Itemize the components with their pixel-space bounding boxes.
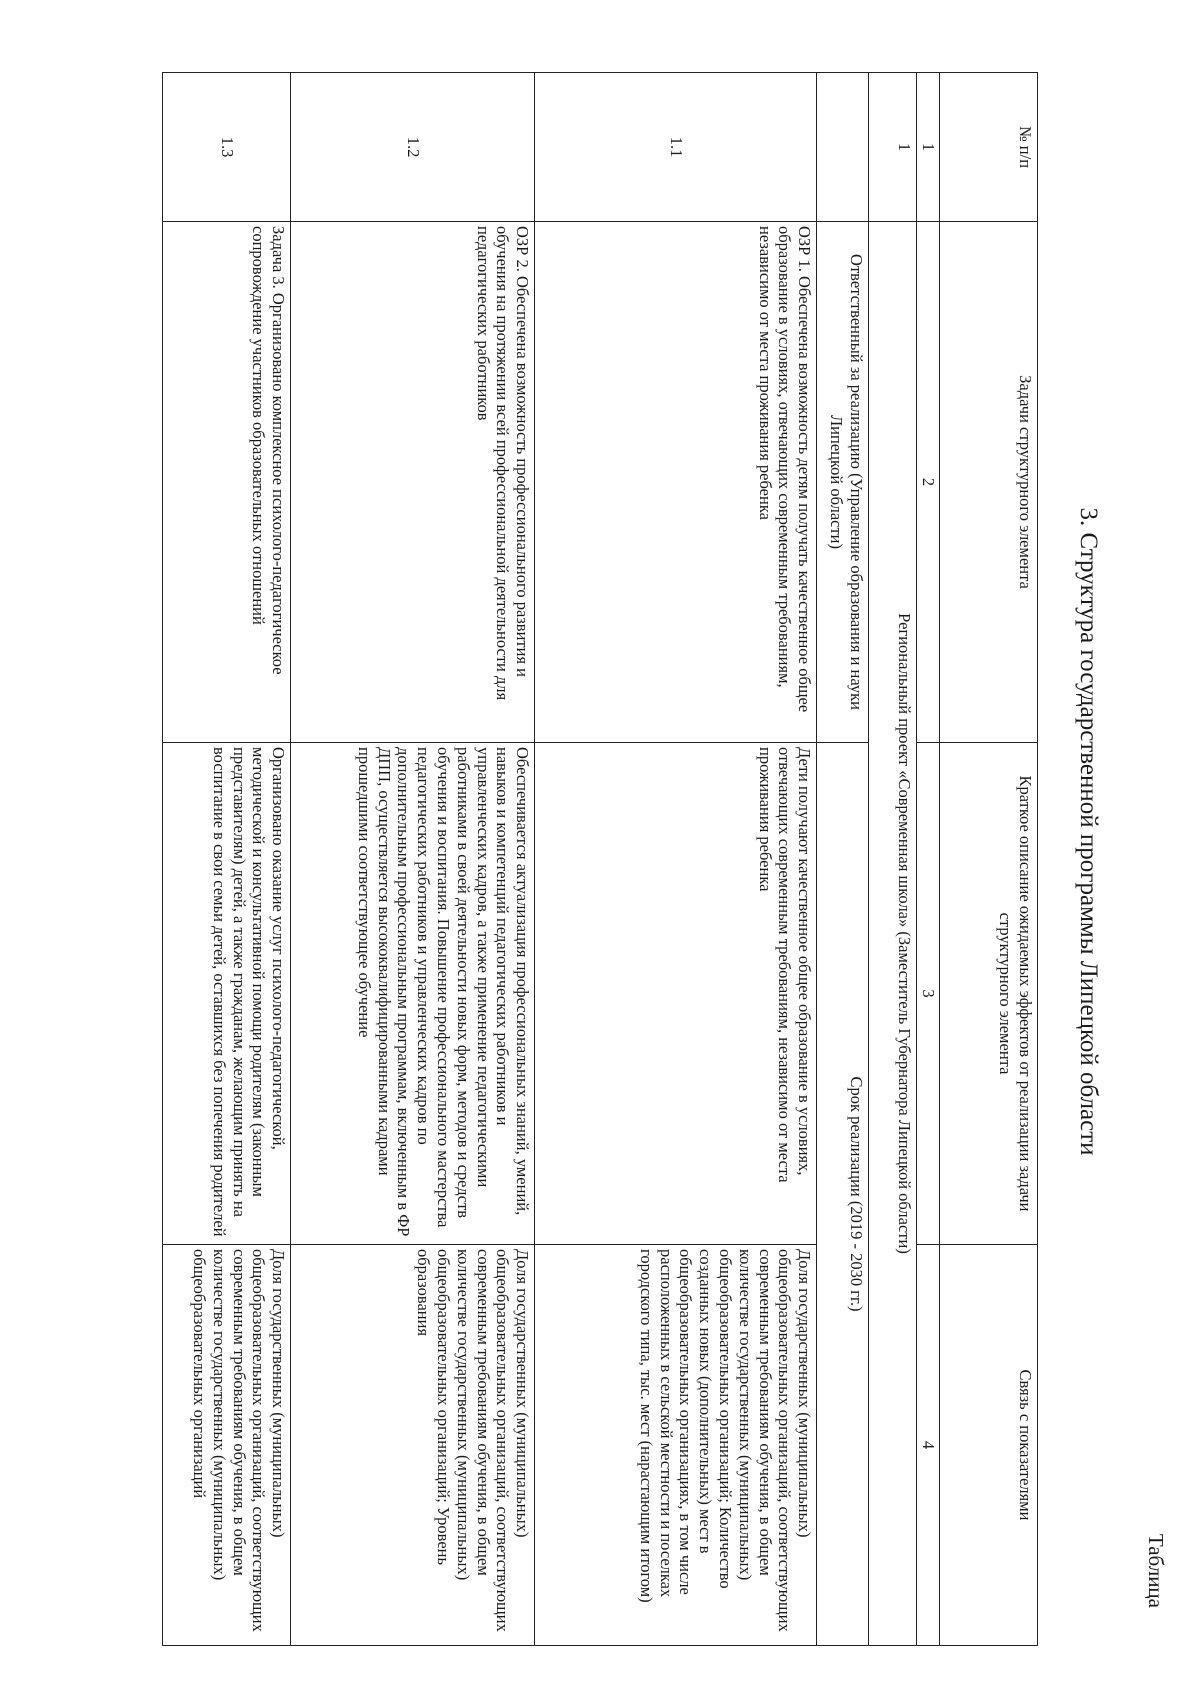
- colnum-4: 4: [917, 1245, 940, 1646]
- row-effect: Обеспечивается актуализация профессиональных знаний, умений, навыков и компетенций педагогических работников и управленческих кадров, а также применение педагогическими работниками в своей деятельности новых форм, методов и средств обучения и воспитания. Повышение профессионального мастерства педагогических работников и управленческих кадров по дополнительным профессиональным программам, включенным в ФР ДПП, осуществляется высококвалифицированными кадрами прошедшими соответствующее обучение: [291, 743, 535, 1245]
- colnum-1: 1: [917, 73, 940, 222]
- responsible-row: [817, 73, 869, 1646]
- section-row: [869, 73, 917, 1646]
- program-structure-table: [162, 72, 1038, 1646]
- row-task: ОЗР 1. Обеспечена возможность детям получать качественное общее образование в условиях, отвечающих современным требованиям, независимо от места проживания ребенка: [535, 222, 817, 743]
- row-task: ОЗР 2. Обеспечена возможность профессионального развития и обучения на протяжении всей профессиональной деятельности для педагогических работников: [291, 222, 535, 743]
- header-effects: Краткое описание ожидаемых эффектов от реализации задачи структурного элемента: [940, 743, 1038, 1245]
- column-number-row: [917, 73, 940, 1646]
- row-effect: Дети получают качественное общее образование в условиях, отвечающих современным требованиям, независимо от места проживания ребенка: [535, 743, 817, 1245]
- responsible-label: Ответственный за реализацию (Управление образования и науки Липецкой области): [817, 222, 869, 743]
- row-number: 1.3: [163, 73, 291, 222]
- row-indicators: Доля государственных (муниципальных) общеобразовательных организаций, соответствующих современным требованиям обучения, в общем количестве государственных (муниципальных) общеобразовательных организаций; Уровень образования: [291, 1245, 535, 1646]
- colnum-2: 2: [917, 222, 940, 743]
- row-number: 1.1: [535, 73, 817, 222]
- table-row: [535, 73, 817, 1646]
- header-row: [940, 73, 1038, 1646]
- header-num: № п/п: [940, 73, 1038, 222]
- row-indicators: Доля государственных (муниципальных) общеобразовательных организаций, соответствующих современным требованиям обучения, в общем количестве государственных (муниципальных) общеобразовательных организаций; Количество созданных новых (дополнительных) мест в общеобразовательных организациях, в том числе расположенных в сельской местности и поселках городского типа, тыс. мест (нарастающим итогом): [535, 1245, 817, 1646]
- section-project: Региональный проект «Современная школа» (Заместитель Губернатора Липецкой области): [869, 222, 917, 1646]
- row-effect: Организовано оказание услуг психолого-педагогической, методической и консультативной помощи родителям (законным представителям) детей, а также гражданам, желающим принять на воспитание в свои семьи детей, оставшихся без попечения родителей: [163, 743, 291, 1245]
- row-indicators: Доля государственных (муниципальных) общеобразовательных организаций, соответствующих современным требованиям обучения, в общем количестве государственных (муниципальных) общеобразовательных организаций: [163, 1245, 291, 1646]
- page-title: 3. Структура государственной программы Липецкой области: [1075, 507, 1102, 1156]
- rotated-content: [54, 18, 1174, 1645]
- section-number: 1: [869, 73, 917, 222]
- row-number: 1.2: [291, 73, 535, 222]
- row-task: Задача 3. Организовано комплексное психолого-педагогическое сопровождение участников образовательных отношений: [163, 222, 291, 743]
- header-tasks: Задачи структурного элемента: [940, 222, 1038, 743]
- colnum-3: 3: [917, 743, 940, 1245]
- table-row: [291, 73, 535, 1646]
- table-row: [163, 73, 291, 1646]
- responsible-empty-cell: [817, 73, 869, 222]
- header-indicators: Связь с показателями: [940, 1245, 1038, 1646]
- period-label: Срок реализации (2019 - 2030 гг.): [817, 743, 869, 1646]
- table-label: Таблица: [1144, 1533, 1168, 1608]
